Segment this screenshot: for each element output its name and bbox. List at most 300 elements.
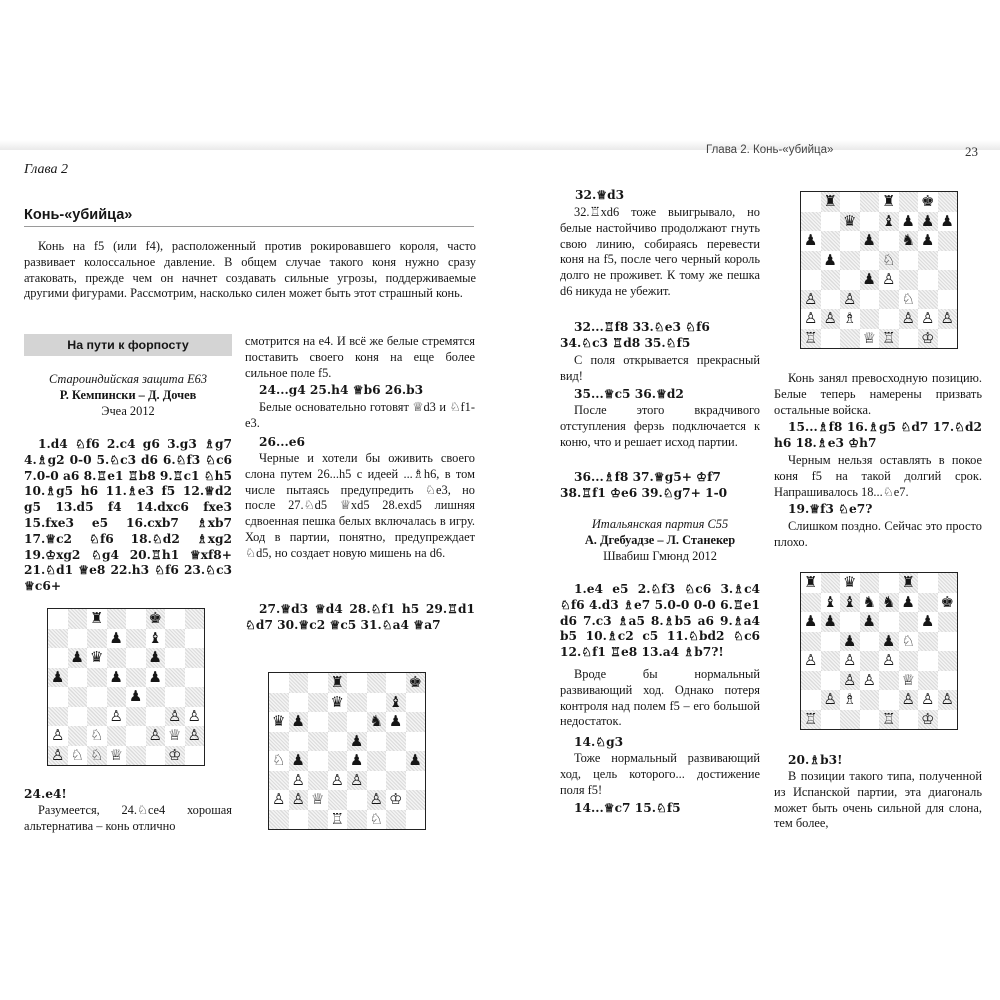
board-square xyxy=(879,710,899,730)
board-square xyxy=(185,668,205,688)
white-pawn-icon: ♙ xyxy=(51,745,65,764)
white-rook-icon: ♖ xyxy=(882,328,896,347)
white-king-icon: ♔ xyxy=(921,709,935,728)
board-square xyxy=(821,212,841,232)
board-square xyxy=(185,687,205,707)
black-queen-icon: ♛ xyxy=(843,211,857,230)
black-pawn-icon: ♟ xyxy=(804,612,818,631)
board-square xyxy=(165,707,185,727)
board-square xyxy=(801,573,821,593)
board-square xyxy=(308,732,328,752)
chess-diagram-2 xyxy=(268,672,426,830)
board-square xyxy=(367,810,387,830)
white-pawn-icon: ♙ xyxy=(823,309,837,328)
board-square xyxy=(860,671,880,691)
shaded-heading: На пути к форпосту xyxy=(24,334,232,356)
white-pawn-icon: ♙ xyxy=(804,309,818,328)
board-square xyxy=(840,690,860,710)
right-page xyxy=(502,144,1000,850)
white-pawn-icon: ♙ xyxy=(350,770,364,789)
white-knight-icon: ♘ xyxy=(272,751,286,770)
board-square xyxy=(938,710,958,730)
section-title: Конь-«убийца» xyxy=(24,207,133,223)
board-square xyxy=(289,673,309,693)
white-king-icon: ♔ xyxy=(168,745,182,764)
board-square xyxy=(879,270,899,290)
board-square xyxy=(367,790,387,810)
board-square xyxy=(860,309,880,329)
white-rook-icon: ♖ xyxy=(330,809,344,828)
board-square xyxy=(328,712,348,732)
board-square xyxy=(68,648,88,668)
board-square xyxy=(367,771,387,791)
board-square xyxy=(840,329,860,349)
board-square xyxy=(289,810,309,830)
board-square xyxy=(879,212,899,232)
board-square xyxy=(840,231,860,251)
board-square xyxy=(938,212,958,232)
board-square xyxy=(48,707,68,727)
board-square xyxy=(107,687,127,707)
board-square xyxy=(840,573,860,593)
board-square xyxy=(918,710,938,730)
board-square xyxy=(146,668,166,688)
board-square xyxy=(347,790,367,810)
left-page xyxy=(0,150,498,850)
black-rook-icon: ♜ xyxy=(90,609,104,628)
board-square xyxy=(386,673,406,693)
black-rook-icon: ♜ xyxy=(823,192,837,211)
board-square xyxy=(68,726,88,746)
r-c2-text-3: Слишком поздно. Сейчас это просто плохо. xyxy=(774,519,982,549)
chapter-label: Глава 2 xyxy=(24,162,68,177)
board-square xyxy=(367,673,387,693)
board-square xyxy=(185,707,205,727)
r-c2-text-4: В позиции такого типа, полученной из Испанской партии, эта диагональ может быть очень сильной для слона, тем более, xyxy=(774,769,982,831)
board-square xyxy=(185,726,205,746)
board-square xyxy=(87,687,107,707)
black-pawn-icon: ♟ xyxy=(921,612,935,631)
board-square xyxy=(860,710,880,730)
col2-moves-1: 24...g4 25.h4 ♕b6 26.b3 xyxy=(259,383,424,397)
black-pawn-icon: ♟ xyxy=(408,751,422,770)
board-square xyxy=(185,746,205,766)
black-queen-icon: ♛ xyxy=(272,712,286,731)
board-square xyxy=(860,632,880,652)
black-pawn-icon: ♟ xyxy=(901,592,915,611)
board-square xyxy=(918,290,938,310)
white-pawn-icon: ♙ xyxy=(843,651,857,670)
chess-diagram-3 xyxy=(800,191,958,349)
white-knight-icon: ♘ xyxy=(882,250,896,269)
board-square xyxy=(386,790,406,810)
white-pawn-icon: ♙ xyxy=(882,270,896,289)
black-pawn-icon: ♟ xyxy=(862,612,876,631)
board-square xyxy=(308,771,328,791)
board-square xyxy=(938,231,958,251)
board-square xyxy=(899,593,919,613)
board-square xyxy=(840,671,860,691)
black-bishop-icon: ♝ xyxy=(843,592,857,611)
board-square xyxy=(269,810,289,830)
r-c1-moves-3: 35...♕c5 36.♕d2 xyxy=(574,387,684,401)
board-square xyxy=(289,732,309,752)
board-square xyxy=(801,192,821,212)
board-square xyxy=(821,309,841,329)
black-queen-icon: ♛ xyxy=(90,648,104,667)
board-square xyxy=(289,712,309,732)
black-pawn-icon: ♟ xyxy=(843,631,857,650)
board-square xyxy=(879,329,899,349)
board-square xyxy=(87,609,107,629)
board-square xyxy=(840,632,860,652)
black-pawn-icon: ♟ xyxy=(823,612,837,631)
board-square xyxy=(185,629,205,649)
board-square xyxy=(879,593,899,613)
white-pawn-icon: ♙ xyxy=(369,790,383,809)
board-square xyxy=(801,690,821,710)
board-square xyxy=(107,707,127,727)
board-square xyxy=(879,309,899,329)
r-c2-moves-1: 15...♗f8 16.♗g5 ♘d7 17.♘d2 h6 18.♗e3 ♔h7 xyxy=(774,420,982,450)
board-square xyxy=(48,609,68,629)
black-pawn-icon: ♟ xyxy=(148,667,162,686)
board-square xyxy=(879,231,899,251)
board-square xyxy=(87,707,107,727)
intro-paragraph: Конь на f5 (или f4), расположенный против рокировавшего короля, часто развивает колоссальное давление. В общем случае такого коня нужно сразу атаковать, прежде чем он начнет создавать сильные угрозы, поддерживаемые другими фигурами. Рассмотрим, насколько силен может быть этот страшный конь. xyxy=(24,239,476,301)
board-square xyxy=(899,309,919,329)
board-square xyxy=(87,726,107,746)
r-opening-name: Итальянская партия С55 xyxy=(591,517,729,531)
white-king-icon: ♔ xyxy=(921,328,935,347)
board-square xyxy=(918,192,938,212)
black-pawn-icon: ♟ xyxy=(921,231,935,250)
board-square xyxy=(107,629,127,649)
white-bishop-icon: ♗ xyxy=(843,309,857,328)
page-number: 23 xyxy=(965,144,978,159)
board-square xyxy=(918,212,938,232)
board-square xyxy=(386,810,406,830)
board-square xyxy=(308,712,328,732)
board-square xyxy=(328,810,348,830)
board-square xyxy=(107,648,127,668)
board-square xyxy=(107,609,127,629)
board-square xyxy=(68,707,88,727)
board-square xyxy=(367,751,387,771)
black-king-icon: ♚ xyxy=(408,673,422,692)
white-queen-icon: ♕ xyxy=(311,790,325,809)
black-pawn-icon: ♟ xyxy=(350,731,364,750)
board-square xyxy=(386,712,406,732)
board-square xyxy=(918,270,938,290)
board-square xyxy=(68,668,88,688)
board-square xyxy=(899,671,919,691)
white-pawn-icon: ♙ xyxy=(804,289,818,308)
white-pawn-icon: ♙ xyxy=(187,706,201,725)
r-c1-moves-2: 32...♖f8 33.♘e3 ♘f6 34.♘c3 ♖d8 35.♘f5 xyxy=(560,320,710,350)
white-pawn-icon: ♙ xyxy=(187,726,201,745)
white-pawn-icon: ♙ xyxy=(901,690,915,709)
white-queen-icon: ♕ xyxy=(168,726,182,745)
white-knight-icon: ♘ xyxy=(901,631,915,650)
black-pawn-icon: ♟ xyxy=(901,211,915,230)
board-square xyxy=(165,746,185,766)
board-square xyxy=(879,573,899,593)
board-square xyxy=(801,309,821,329)
col2-moves-2: 26...e6 xyxy=(259,435,305,449)
board-square xyxy=(821,612,841,632)
board-square xyxy=(48,726,68,746)
board-square xyxy=(269,673,289,693)
board-square xyxy=(860,612,880,632)
board-square xyxy=(289,790,309,810)
board-square xyxy=(146,648,166,668)
black-rook-icon: ♜ xyxy=(901,573,915,592)
board-square xyxy=(107,668,127,688)
board-square xyxy=(406,673,426,693)
board-square xyxy=(840,192,860,212)
board-square xyxy=(269,712,289,732)
board-square xyxy=(860,593,880,613)
opening-name: Староиндийская защита Е63 xyxy=(48,372,208,386)
board-square xyxy=(48,746,68,766)
board-square xyxy=(406,751,426,771)
board-square xyxy=(328,693,348,713)
black-pawn-icon: ♟ xyxy=(148,648,162,667)
black-bishop-icon: ♝ xyxy=(148,628,162,647)
board-square xyxy=(126,726,146,746)
board-square xyxy=(938,632,958,652)
board-square xyxy=(938,329,958,349)
board-square xyxy=(269,790,289,810)
black-pawn-icon: ♟ xyxy=(921,211,935,230)
r-c1-moves-7: 14...♕c7 15.♘f5 xyxy=(574,801,681,815)
board-square xyxy=(860,251,880,271)
board-square xyxy=(899,710,919,730)
board-square xyxy=(146,609,166,629)
board-square xyxy=(938,270,958,290)
col2-text-3: Черные и хотели бы оживить своего слона путем 26...h5 с идеей ...♗h6, в том числе пытаясь предупредить ♘e3, но после 27.♘d5 ♕xd5 28.exd5 лишняя сдвоенная пешка белых включалась в игру. Ход в партии, понятно, предупреждает ♘d5, но создает новую мишень на d6. xyxy=(245,451,475,560)
board-square xyxy=(840,309,860,329)
board-square xyxy=(146,687,166,707)
board-square xyxy=(879,612,899,632)
board-square xyxy=(347,712,367,732)
board-square xyxy=(879,671,899,691)
board-square xyxy=(406,810,426,830)
board-square xyxy=(938,690,958,710)
board-square xyxy=(347,810,367,830)
spread-shadow xyxy=(0,0,1000,150)
board-square xyxy=(938,192,958,212)
white-knight-icon: ♘ xyxy=(70,745,84,764)
board-square xyxy=(840,270,860,290)
board-square xyxy=(146,707,166,727)
board-square xyxy=(406,732,426,752)
board-square xyxy=(821,573,841,593)
board-square xyxy=(367,693,387,713)
board-square xyxy=(126,609,146,629)
board-square xyxy=(801,329,821,349)
board-square xyxy=(938,573,958,593)
white-pawn-icon: ♙ xyxy=(272,790,286,809)
black-pawn-icon: ♟ xyxy=(823,250,837,269)
board-square xyxy=(406,771,426,791)
board-square xyxy=(860,573,880,593)
board-square xyxy=(840,290,860,310)
board-square xyxy=(126,629,146,649)
board-square xyxy=(879,290,899,310)
board-square xyxy=(938,612,958,632)
board-square xyxy=(918,231,938,251)
board-square xyxy=(918,309,938,329)
board-square xyxy=(328,751,348,771)
white-queen-icon: ♕ xyxy=(109,745,123,764)
board-square xyxy=(289,693,309,713)
board-square xyxy=(879,651,899,671)
black-pawn-icon: ♟ xyxy=(350,751,364,770)
white-pawn-icon: ♙ xyxy=(51,726,65,745)
board-square xyxy=(840,710,860,730)
board-square xyxy=(879,192,899,212)
board-square xyxy=(165,648,185,668)
board-square xyxy=(801,231,821,251)
r-c2-moves-2: 19.♕f3 ♘e7? xyxy=(788,502,873,516)
black-bishop-icon: ♝ xyxy=(823,592,837,611)
running-header: Глава 2. Конь-«убийца» xyxy=(706,144,834,156)
board-square xyxy=(87,668,107,688)
white-pawn-icon: ♙ xyxy=(291,770,305,789)
black-pawn-icon: ♟ xyxy=(862,270,876,289)
white-pawn-icon: ♙ xyxy=(901,309,915,328)
black-pawn-icon: ♟ xyxy=(291,712,305,731)
board-square xyxy=(938,671,958,691)
board-square xyxy=(821,251,841,271)
black-pawn-icon: ♟ xyxy=(804,231,818,250)
board-square xyxy=(801,632,821,652)
board-square xyxy=(938,251,958,271)
board-square xyxy=(918,671,938,691)
board-square xyxy=(879,251,899,271)
board-square xyxy=(269,732,289,752)
board-square xyxy=(87,629,107,649)
white-pawn-icon: ♙ xyxy=(843,670,857,689)
board-square xyxy=(899,690,919,710)
board-square xyxy=(386,771,406,791)
r-c2-moves-3: 20.♗b3! xyxy=(788,753,843,767)
board-square xyxy=(899,632,919,652)
board-square xyxy=(899,212,919,232)
board-square xyxy=(328,771,348,791)
board-square xyxy=(367,732,387,752)
board-square xyxy=(347,771,367,791)
board-square xyxy=(801,651,821,671)
board-square xyxy=(801,593,821,613)
board-square xyxy=(899,612,919,632)
white-queen-icon: ♕ xyxy=(901,670,915,689)
board-square xyxy=(918,573,938,593)
board-square xyxy=(308,810,328,830)
board-square xyxy=(107,746,127,766)
board-square xyxy=(860,329,880,349)
board-square xyxy=(367,712,387,732)
board-square xyxy=(165,668,185,688)
r-c1-text-1: 32.♖xd6 тоже выигрывало, но белые настойчиво продолжают гнуть свою линию, собираясь перевести коня на f5, после чего черный король долго не проживет. К тому же пешка d6 никуда не убежит. xyxy=(560,205,760,298)
board-square xyxy=(347,693,367,713)
board-square xyxy=(860,270,880,290)
black-king-icon: ♚ xyxy=(940,592,954,611)
board-square xyxy=(801,612,821,632)
board-square xyxy=(860,290,880,310)
black-knight-icon: ♞ xyxy=(369,712,383,731)
white-knight-icon: ♘ xyxy=(901,289,915,308)
board-square xyxy=(938,651,958,671)
black-king-icon: ♚ xyxy=(148,609,162,628)
black-pawn-icon: ♟ xyxy=(291,751,305,770)
board-square xyxy=(308,693,328,713)
board-square xyxy=(126,746,146,766)
board-square xyxy=(165,687,185,707)
white-knight-icon: ♘ xyxy=(90,745,104,764)
board-square xyxy=(918,690,938,710)
white-knight-icon: ♘ xyxy=(90,726,104,745)
board-square xyxy=(938,290,958,310)
white-pawn-icon: ♙ xyxy=(168,706,182,725)
board-square xyxy=(899,573,919,593)
white-rook-icon: ♖ xyxy=(804,328,818,347)
board-square xyxy=(126,687,146,707)
board-square xyxy=(146,629,166,649)
board-square xyxy=(347,732,367,752)
r-c1-moves-4: 36...♗f8 37.♕g5+ ♔f7 38.♖f1 ♔e6 39.♘g7+ 1-0 xyxy=(560,470,728,500)
white-rook-icon: ♖ xyxy=(804,709,818,728)
board-square xyxy=(879,632,899,652)
black-pawn-icon: ♟ xyxy=(389,712,403,731)
board-square xyxy=(289,751,309,771)
board-square xyxy=(860,192,880,212)
board-square xyxy=(860,690,880,710)
col2-moves-3: 27.♕d3 ♕d4 28.♘f1 h5 29.♖d1 ♘d7 30.♕c2 ♕c5 31.♘a4 ♕a7 xyxy=(245,602,475,632)
board-square xyxy=(938,309,958,329)
board-square xyxy=(918,329,938,349)
white-pawn-icon: ♙ xyxy=(148,726,162,745)
board-square xyxy=(918,651,938,671)
white-pawn-icon: ♙ xyxy=(921,690,935,709)
r-c2-text-1: Конь занял превосходную позицию. Белые теперь намерены призвать остальные войска. xyxy=(774,371,982,417)
board-square xyxy=(821,690,841,710)
board-square xyxy=(821,270,841,290)
black-bishop-icon: ♝ xyxy=(882,211,896,230)
board-square xyxy=(801,251,821,271)
board-square xyxy=(860,231,880,251)
col2-text-2: Белые основательно готовят ♕d3 и ♘f1-e3. xyxy=(245,400,475,430)
board-square xyxy=(386,751,406,771)
black-queen-icon: ♛ xyxy=(843,573,857,592)
board-square xyxy=(406,712,426,732)
board-square xyxy=(165,726,185,746)
board-square xyxy=(107,726,127,746)
board-square xyxy=(185,609,205,629)
white-rook-icon: ♖ xyxy=(882,709,896,728)
board-square xyxy=(68,629,88,649)
board-square xyxy=(899,270,919,290)
white-pawn-icon: ♙ xyxy=(882,651,896,670)
board-square xyxy=(801,212,821,232)
white-pawn-icon: ♙ xyxy=(862,670,876,689)
white-pawn-icon: ♙ xyxy=(940,690,954,709)
r-c1-text-4: Вроде бы нормальный развивающий ход. Однако потеря контроля над полем f5 – его большой недостаток. xyxy=(560,667,760,729)
board-square xyxy=(185,648,205,668)
black-pawn-icon: ♟ xyxy=(70,648,84,667)
